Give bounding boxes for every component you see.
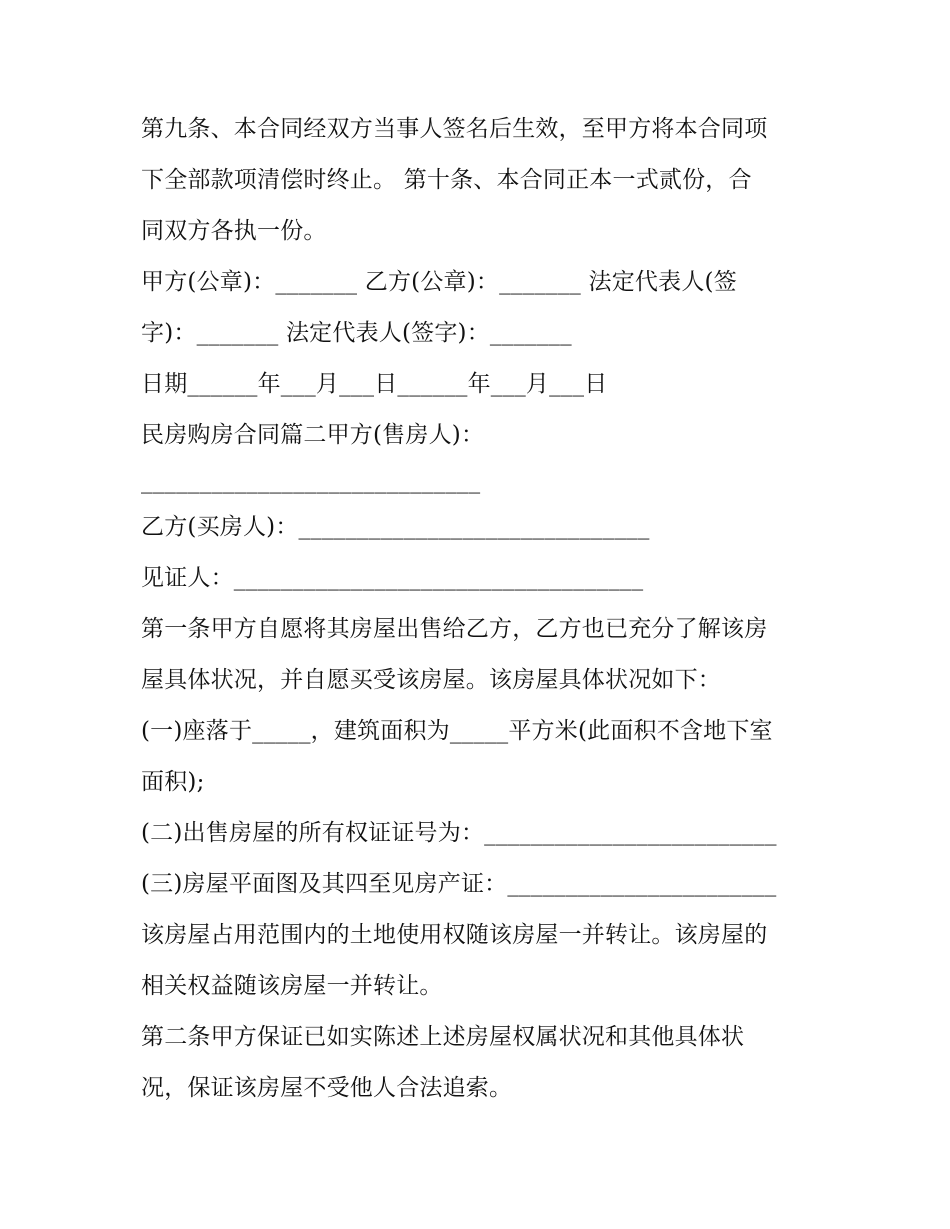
text-line: 乙方(买房人)：______________________________	[141, 514, 650, 540]
text-line: 甲方(公章)：_______ 乙方(公章)：_______ 法定代表人(签	[141, 269, 737, 295]
text-line: 见证人：___________________________________	[141, 565, 644, 591]
text-line: (三)房屋平面图及其四至见房产证：_______________________	[141, 871, 777, 897]
text-line: 况，保证该房屋不受他人合法追索。	[141, 1075, 513, 1101]
text-line: 下全部款项清偿时终止。 第十条、本合同正本一式贰份，合	[141, 167, 752, 193]
text-line: 同双方各执一份。	[141, 218, 327, 244]
text-line: 屋具体状况，并自愿买受该房屋。该房屋具体状况如下：	[141, 667, 721, 693]
text-line: _____________________________	[141, 468, 481, 494]
text-line: 日期______年___月___日______年___月___日	[141, 371, 608, 397]
text-line: 相关权益随该房屋一并转让。	[141, 973, 443, 999]
text-line: 该房屋占用范围内的土地使用权随该房屋一并转让。该房屋的	[141, 922, 768, 948]
text-line: (一)座落于_____，建筑面积为_____平方米(此面积不含地下室	[141, 718, 773, 744]
text-line: 第九条、本合同经双方当事人签名后生效，至甲方将本合同项	[141, 116, 768, 142]
text-line: 第一条甲方自愿将其房屋出售给乙方，乙方也已充分了解该房	[141, 616, 768, 642]
text-line: 民房购房合同篇二甲方(售房人)：	[141, 422, 485, 448]
text-line: 第二条甲方保证已如实陈述上述房屋权属状况和其他具体状	[141, 1024, 745, 1050]
text-line: (二)出售房屋的所有权证证号为：_________________________	[141, 820, 777, 846]
text-line: 面积);	[141, 769, 205, 795]
text-line: 字)：_______ 法定代表人(签字)：_______	[141, 320, 572, 346]
